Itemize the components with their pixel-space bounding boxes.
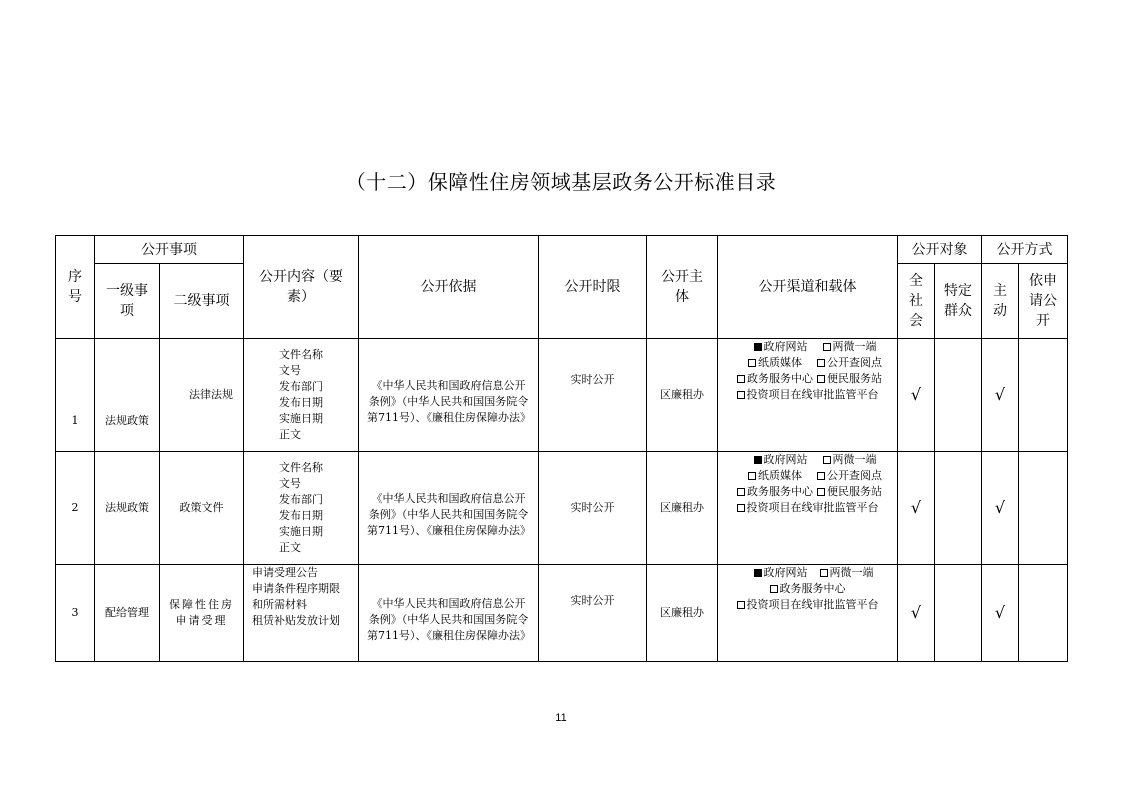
- row-seq: 2: [56, 452, 95, 565]
- checkbox-empty-icon: [737, 375, 745, 383]
- checkbox-empty-icon: [737, 504, 745, 512]
- check-apply: [1019, 339, 1068, 452]
- row-subject: 区廉租办: [647, 452, 718, 565]
- content-item: 和所需材料: [252, 598, 307, 611]
- row-level2: 法律法规: [160, 339, 244, 452]
- checkbox-empty-icon: [748, 359, 756, 367]
- row-level1: 配给管理: [95, 565, 160, 662]
- header-seq: 序号: [56, 236, 95, 339]
- header-content: 公开内容（要素）: [244, 236, 359, 339]
- header-method-active: 主动: [982, 264, 1019, 339]
- checkbox-empty-icon: [823, 343, 831, 351]
- table-row: [56, 339, 1068, 452]
- channel-label: 便民服务站: [827, 485, 882, 498]
- channel-line: [726, 452, 889, 468]
- channel-label: 政务服务中心: [747, 372, 813, 385]
- channel-line: [726, 597, 889, 613]
- content-item: 文件名称: [279, 461, 323, 474]
- table-row: [56, 452, 1068, 565]
- row-level2: 政策文件: [160, 452, 244, 565]
- checkbox-empty-icon: [737, 488, 745, 496]
- check-specific: [935, 565, 982, 662]
- content-item: 文件名称: [279, 348, 323, 361]
- checkbox-empty-icon: [817, 375, 825, 383]
- row-channels: [718, 339, 898, 452]
- check-active: √: [982, 565, 1019, 662]
- channel-line: [726, 581, 889, 597]
- channel-label: 投资项目在线审批监管平台: [746, 388, 879, 401]
- content-item: 文号: [279, 477, 301, 490]
- content-item: 正文: [279, 541, 301, 554]
- channel-label: 纸质媒体: [758, 469, 802, 482]
- row-content: [244, 339, 359, 452]
- row-content: [244, 565, 359, 662]
- channel-label: 政府网站: [763, 340, 808, 353]
- checkbox-empty-icon: [820, 569, 828, 577]
- content-item: 申请条件程序期限: [252, 582, 340, 595]
- channel-line: [726, 355, 889, 371]
- channel-label: 投资项目在线审批监管平台: [746, 501, 879, 514]
- header-level1: 一级事项: [95, 264, 160, 339]
- check-active: √: [982, 339, 1019, 452]
- checkbox-empty-icon: [748, 472, 756, 480]
- header-target: 公开对象: [898, 236, 982, 264]
- content-item: 租赁补贴发放计划: [252, 614, 340, 627]
- catalog-table: [55, 235, 1068, 662]
- header-level2: 二级事项: [160, 264, 244, 339]
- row-time-limit: 实时公开: [539, 565, 647, 662]
- header-basis: 公开依据: [359, 236, 539, 339]
- row-channels: [718, 452, 898, 565]
- header-target-specific: 特定群众: [935, 264, 982, 339]
- header-subject: 公开主体: [647, 236, 718, 339]
- row-level1: 法规政策: [95, 452, 160, 565]
- row-basis: 《中华人民共和国政府信息公开条例》（中华人民共和国国务院令第711号）、《廉租住房保障办法》: [359, 339, 539, 452]
- content-item: 实施日期: [279, 525, 323, 538]
- content-item: 发布日期: [279, 396, 323, 409]
- table-row: [56, 565, 1068, 662]
- row-level1: 法规政策: [95, 339, 160, 452]
- check-specific: [935, 452, 982, 565]
- check-all-society: √: [898, 565, 935, 662]
- checkbox-checked-icon: [754, 343, 762, 351]
- channel-line: [726, 387, 889, 403]
- content-item: 发布部门: [279, 493, 323, 506]
- check-all-society: √: [898, 452, 935, 565]
- channel-line: [726, 484, 889, 500]
- channel-label: 公开查阅点: [827, 469, 882, 482]
- content-item: 实施日期: [279, 412, 323, 425]
- channel-label: 政务服务中心: [779, 582, 846, 595]
- checkbox-empty-icon: [823, 456, 831, 464]
- row-basis: 《中华人民共和国政府信息公开条例》（中华人民共和国国务院令第711号）、《廉租住房保障办法》: [359, 452, 539, 565]
- header-row-1: [56, 236, 1068, 264]
- content-item: 申请受理公告: [252, 566, 318, 579]
- channel-label: 投资项目在线审批监管平台: [746, 598, 879, 611]
- check-active: √: [982, 452, 1019, 565]
- content-item: 文号: [279, 364, 301, 377]
- header-method-apply: 依申请公开: [1019, 264, 1068, 339]
- channel-label: 两微一端: [832, 340, 877, 353]
- row-basis: 《中华人民共和国政府信息公开条例》（中华人民共和国国务院令第711号）、《廉租住房保障办法》: [359, 565, 539, 662]
- row-time-limit: 实时公开: [539, 452, 647, 565]
- checkbox-empty-icon: [737, 391, 745, 399]
- row-subject: 区廉租办: [647, 565, 718, 662]
- channel-label: 政务服务中心: [747, 485, 813, 498]
- page-title: （十二）保障性住房领域基层政务公开标准目录: [345, 170, 777, 194]
- row-time-limit: 实时公开: [539, 339, 647, 452]
- channel-label: 两微一端: [832, 453, 877, 466]
- row-subject: 区廉租办: [647, 339, 718, 452]
- channel-label: 两微一端: [829, 566, 874, 579]
- channel-label: 便民服务站: [827, 372, 882, 385]
- header-target-all: 全社会: [898, 264, 935, 339]
- channel-line: [726, 371, 889, 387]
- channel-label: 政府网站: [763, 566, 808, 579]
- content-item: 正文: [279, 428, 301, 441]
- content-item: 发布日期: [279, 509, 323, 522]
- channel-line: [726, 468, 889, 484]
- header-public-item: 公开事项: [95, 236, 244, 264]
- header-method: 公开方式: [982, 236, 1068, 264]
- check-apply: [1019, 452, 1068, 565]
- checkbox-empty-icon: [770, 585, 778, 593]
- channel-label: 公开查阅点: [827, 356, 882, 369]
- channel-label: 政府网站: [763, 453, 808, 466]
- checkbox-checked-icon: [754, 569, 762, 577]
- channel-line: [726, 500, 889, 516]
- content-item: 发布部门: [279, 380, 323, 393]
- checkbox-empty-icon: [737, 601, 745, 609]
- row-content: [244, 452, 359, 565]
- header-channel: 公开渠道和载体: [718, 236, 898, 339]
- check-all-society: √: [898, 339, 935, 452]
- check-specific: [935, 339, 982, 452]
- channel-label: 纸质媒体: [758, 356, 802, 369]
- header-time-limit: 公开时限: [539, 236, 647, 339]
- row-seq: 3: [56, 565, 95, 662]
- checkbox-checked-icon: [754, 456, 762, 464]
- check-apply: [1019, 565, 1068, 662]
- checkbox-empty-icon: [817, 488, 825, 496]
- page-number: 11: [555, 712, 567, 724]
- row-seq: 1: [56, 339, 95, 452]
- checkbox-empty-icon: [817, 472, 825, 480]
- channel-line: [726, 339, 889, 355]
- channel-line: [726, 565, 889, 581]
- checkbox-empty-icon: [817, 359, 825, 367]
- row-channels: [718, 565, 898, 662]
- row-level2: 保障性住房申请受理: [160, 565, 244, 662]
